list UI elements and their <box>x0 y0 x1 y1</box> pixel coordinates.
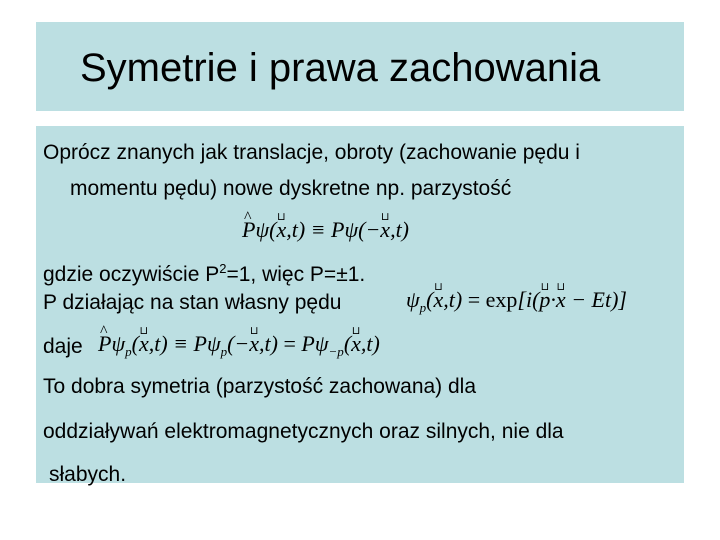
text-line-8: słabych. <box>49 463 127 486</box>
title-panel <box>36 22 684 111</box>
text-line-1: Oprócz znanych jak translacje, obroty (zachowanie pędu i <box>43 141 580 164</box>
text-line-3-sup: 2 <box>219 261 227 276</box>
text-line-6: To dobra symetria (parzystość zachowana) dla <box>43 375 477 398</box>
text-line-4: P działając na stan własny pędu <box>43 291 342 314</box>
text-line-3-post: =1, więc P=±1. <box>226 263 366 286</box>
text-line-7: oddziaływań elektromagnetycznych oraz silnych, nie dla <box>43 420 564 443</box>
formula-parity-on-eigenstate: ^ $P\psi_p(⊔$ $x,t) \equiv P\psi_p(-⊔$ $x,t) = P\psi_{-p}(⊔$ x,t) <box>98 330 380 366</box>
text-line-5: daje <box>43 335 83 358</box>
formula-momentum-eigenstate: $\psi_p(⊔$ x,t) = exp[i(⊔ p·⊔ x − Et)] <box>406 286 627 322</box>
formula-parity-definition: ^ Pψ(⊔ x,t) ≡ Pψ(−⊔ x,t) <box>242 216 409 244</box>
text-line-3 <box>43 256 365 288</box>
slide-title: Symetrie i prawa zachowania <box>80 46 601 90</box>
text-line-2: momentu pędu) nowe dyskretne np. parzystość <box>70 177 512 200</box>
text-line-3-pre: gdzie oczywiście P <box>43 263 220 286</box>
content-panel <box>36 126 684 486</box>
